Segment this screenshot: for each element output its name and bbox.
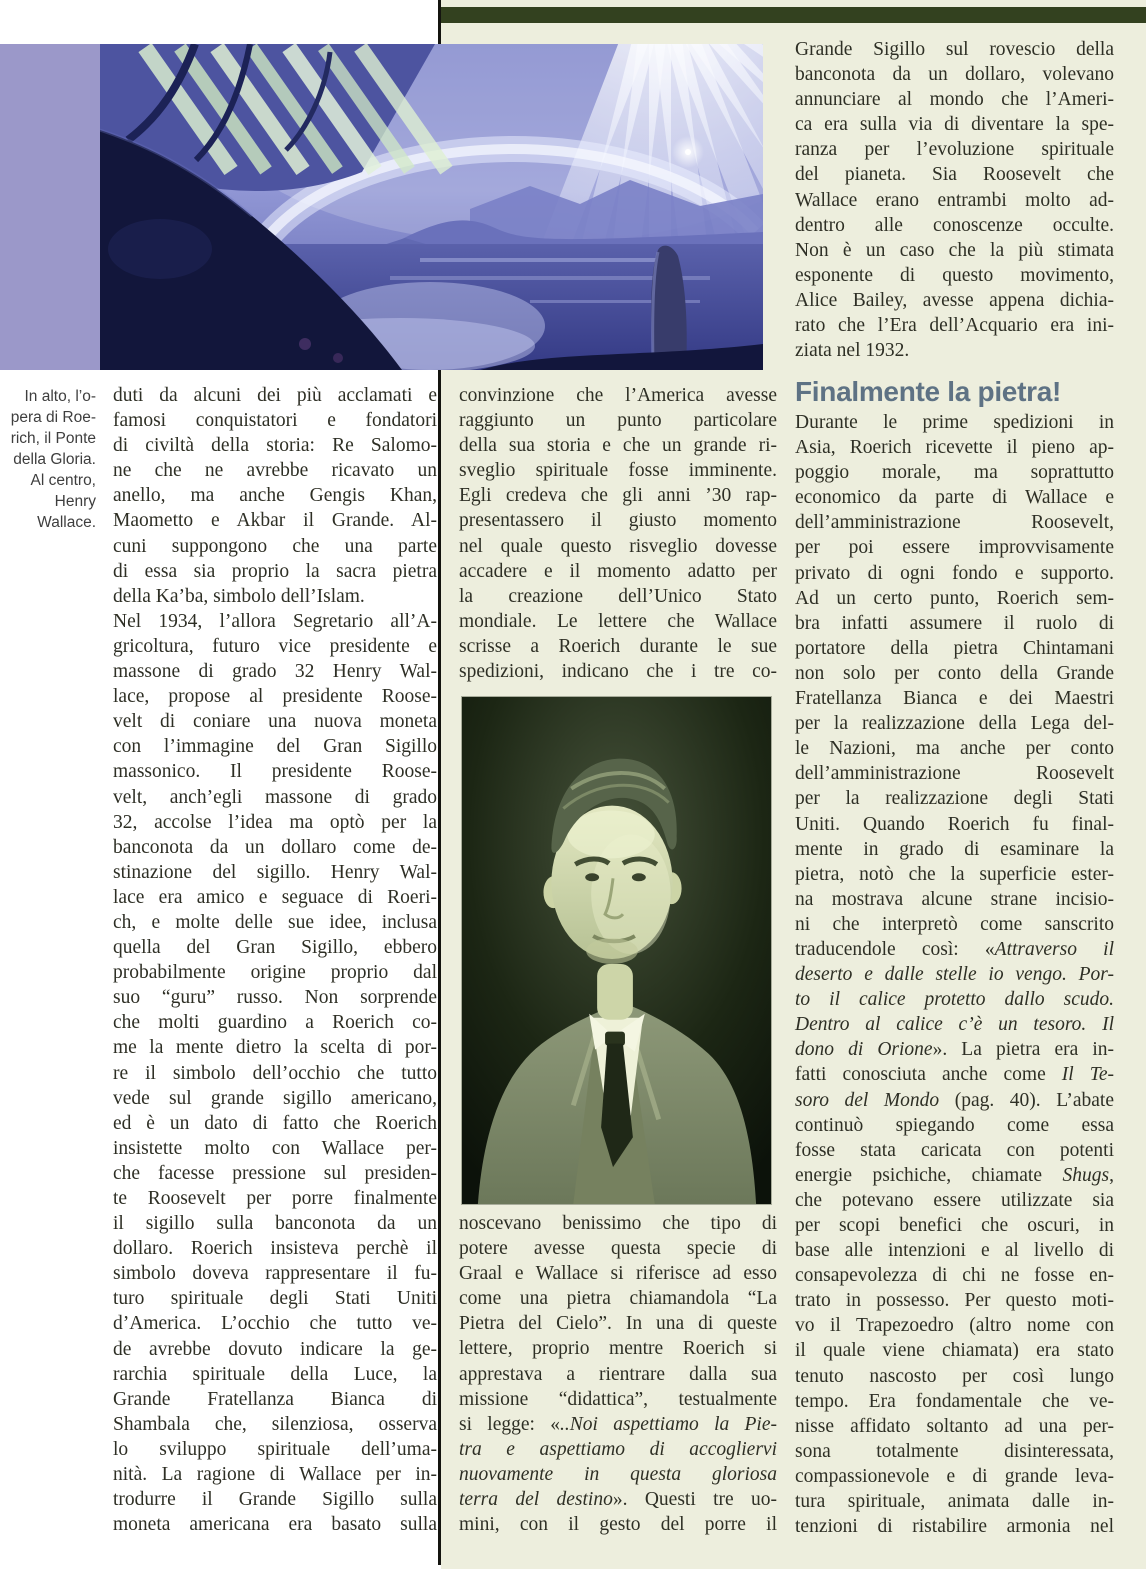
photo-caption	[0, 386, 96, 533]
text-line: Fratellanza Bianca e dei Maestri	[795, 688, 1114, 710]
text-line: Dentro al calice c’è un tesoro. Il	[795, 1014, 1114, 1036]
text-line: che facesse pressione sul presiden-	[113, 1162, 437, 1184]
text-line: nel quale questo risveglio dovesse	[459, 535, 777, 557]
text-line: bra infatti assumere il ruolo di	[795, 612, 1114, 634]
text-line: banconota da un dollaro come de-	[113, 836, 437, 858]
text-line: rato che l’Era dell’Acquario era ini-	[795, 315, 1114, 337]
text-line: trato in possesso. Per questo moti-	[795, 1290, 1114, 1312]
text-line: insistette molto con Wallace per-	[113, 1137, 437, 1159]
text-line: dell’amministrazione Roosevelt	[795, 763, 1114, 785]
text-line: compassionevole e di grande leva-	[795, 1465, 1114, 1487]
text-line: di essa sia proprio la sacra pietra	[113, 560, 437, 582]
text-line: per scopi benefici che oscuri, in	[795, 1215, 1114, 1236]
text-line: Henry	[54, 493, 96, 510]
text-line: lace era amico e seguace di Roeri-	[113, 886, 437, 908]
text-line: nisse affidato soltanto ad una per-	[795, 1415, 1114, 1437]
text-line: spedizioni, indicano che i tre co-	[459, 661, 777, 683]
text-line: per poi essere improvvisamente	[795, 537, 1114, 559]
text-line: tura spirituale, animata dalle in-	[795, 1491, 1114, 1513]
text-line: gricoltura, futuro vice presidente e	[113, 635, 437, 657]
text-line: che potevano essere utilizzate sia	[795, 1189, 1114, 1211]
text-line: della sua storia e che un grande ri-	[459, 435, 777, 457]
top-accent-bar	[441, 7, 1146, 23]
text-line: Maometto e Akbar il Grande. Al-	[113, 510, 437, 532]
text-line: fatti conosciuta anche come Il Te-	[795, 1064, 1114, 1086]
text-line: Ad un certo punto, Roerich sem-	[795, 587, 1114, 609]
text-line: Grande Sigillo sul rovescio della	[795, 39, 1114, 60]
text-column-2-lower	[459, 1211, 777, 1537]
text-line: sveglio spirituale fosse imminente.	[459, 460, 777, 482]
text-line: mini, con il gesto del porre il	[459, 1514, 777, 1536]
text-line: continuò spiegando come essa	[795, 1114, 1114, 1136]
text-line: to il calice protetto dallo scudo.	[795, 989, 1114, 1011]
text-line: Alice Bailey, avesse appena dichia-	[795, 289, 1114, 311]
text-line: il sigillo sulla banconota da un	[113, 1213, 437, 1235]
text-line: mente in grado di esaminare la	[795, 838, 1114, 860]
text-line: pietra, notò che la superficie ester-	[795, 863, 1114, 885]
text-line: banconota da un dollaro, volevano	[795, 64, 1114, 86]
text-line: del pianeta. Sia Roosevelt che	[795, 164, 1114, 186]
text-line: ni che interpretò come sanscrito	[795, 913, 1114, 935]
text-line: accadere e il momento adatto per	[459, 560, 777, 582]
lavender-color-block	[0, 44, 100, 370]
text-line: ch, e molte delle sue idee, inclusa	[113, 911, 437, 933]
text-line: missione “didattica”, testualmente	[459, 1388, 777, 1410]
text-line: me la mente dietro la scelta di por-	[113, 1037, 437, 1059]
text-line: noscevano benissimo che tipo di	[459, 1213, 777, 1234]
text-line: della Gloria.	[13, 451, 96, 468]
text-line: Nel 1934, l’allora Segretario all’A-	[113, 610, 437, 632]
text-line: Al centro,	[30, 472, 96, 489]
text-line: convinzione che l’America avesse	[459, 385, 777, 406]
text-line: di civiltà della storia: Re Salomo-	[113, 435, 437, 457]
text-line: della Ka’ba, simbolo dell’Islam.	[113, 585, 365, 607]
text-line: probabilmente origine proprio dal	[113, 962, 437, 984]
text-line: dono di Orione». La pietra era in-	[795, 1039, 1114, 1061]
text-line: non solo per conto della Grande	[795, 662, 1114, 684]
text-line: rarchia spirituale della Luce, la	[113, 1363, 437, 1385]
text-line: suo “guru” russo. Non sorprende	[113, 987, 437, 1009]
text-line: tenuto nascosto per così lungo	[795, 1365, 1114, 1387]
text-line: nuovamente in questa gloriosa	[459, 1463, 777, 1485]
text-column-3-upper	[795, 37, 1114, 363]
text-line: privato di ogni fondo e supporto.	[795, 562, 1114, 584]
text-column-1	[113, 383, 437, 1537]
text-column-3-body	[795, 410, 1114, 1539]
text-line: lace, propose al presidente Roose-	[113, 686, 437, 708]
text-line: si legge: «..Noi aspettiamo la Pie-	[459, 1413, 777, 1435]
text-line: duti da alcuni dei più acclamati e	[113, 385, 437, 406]
text-line: energie psichiche, chiamate Shugs,	[795, 1164, 1114, 1186]
text-line: Pietra del Cielo”. In una di queste	[459, 1313, 777, 1335]
text-line: lo sviluppo spirituale dell’uma-	[113, 1438, 437, 1460]
text-line: tra e aspettiamo di accogliervi	[459, 1438, 777, 1460]
text-line: re il simbolo dell’occhio che tutto	[113, 1062, 437, 1084]
text-line: velt di coniare una nuova moneta	[113, 711, 437, 733]
text-line: Wallace erano entrambi molto ad-	[795, 189, 1114, 211]
text-line: In alto, l’o-	[24, 388, 96, 405]
text-line: dentro alle conoscenze occulte.	[795, 214, 1114, 236]
text-line: Durante le prime spedizioni in	[795, 412, 1114, 433]
text-line: pera di Roe-	[10, 409, 96, 426]
text-line: vo il Trapezoedro (altro nome con	[795, 1315, 1114, 1337]
text-line: Grande Fratellanza Bianca di	[113, 1388, 437, 1410]
text-line: tenzioni di ristabilire armonia nel	[795, 1516, 1114, 1538]
text-line: simbolo doveva rappresentare il fu-	[113, 1263, 437, 1285]
text-line: scrisse a Roerich durante le sue	[459, 635, 777, 657]
text-line: apprestava a rientrare dalla sua	[459, 1363, 777, 1385]
text-line: turo spirituale degli Stati Uniti	[113, 1288, 437, 1310]
text-line: le Nazioni, ma anche per conto	[795, 738, 1114, 760]
text-line: moneta americana era basato sulla	[113, 1514, 437, 1536]
text-line: ziata nel 1932.	[795, 340, 910, 362]
text-line: portatore della pietra Chintamani	[795, 637, 1114, 659]
text-line: rich, il Ponte	[10, 430, 96, 447]
text-line: famosi conquistatori e fondatori	[113, 410, 437, 432]
text-line: economico da parte di Wallace e	[795, 487, 1114, 509]
text-line: 32, accolse l’idea ma optò per la	[113, 811, 437, 833]
text-line: Asia, Roerich ricevette il pieno ap-	[795, 437, 1114, 459]
text-line: nità. La ragione di Wallace per in-	[113, 1464, 437, 1486]
text-line: presentassero il giusto momento	[459, 510, 777, 532]
text-line: mondiale. Le lettere che Wallace	[459, 610, 777, 632]
star	[685, 149, 691, 155]
text-line: ranza per l’evoluzione spirituale	[795, 139, 1114, 161]
text-line: cuni suppongono che una parte	[113, 535, 437, 557]
text-line: te Roosevelt per porre finalmente	[113, 1188, 437, 1209]
text-line: vede sul grande sigillo americano,	[113, 1087, 437, 1109]
roerich-painting-image	[100, 44, 763, 370]
text-line: deserto e dalle stelle io vengo. Por-	[795, 964, 1114, 986]
text-line: potere avesse questa specie di	[459, 1238, 777, 1260]
text-line: stinazione del sigillo. Henry Wal-	[113, 861, 437, 883]
text-line: poggio morale, ma soprattutto	[795, 462, 1114, 484]
text-line: come una pietra chiamandola “La	[459, 1288, 777, 1310]
text-line: quella del Gran Sigillo, ebbero	[113, 937, 437, 959]
text-line: massonico. Il presidente Roose-	[113, 761, 437, 783]
text-line: de avrebbe dovuto indicare la ge-	[113, 1338, 437, 1360]
text-line: fosse stata caricata con potenti	[795, 1139, 1114, 1161]
section-heading: Finalmente la pietra!	[795, 376, 1061, 407]
text-line: tempo. Era fondamentale che ve-	[795, 1390, 1114, 1412]
text-line: consapevolezza di chi ne fosse en-	[795, 1265, 1114, 1287]
text-line: Non è un caso che la più stimata	[795, 239, 1114, 261]
text-line: Wallace.	[37, 514, 96, 531]
text-line: con l’immagine del Gran Sigillo	[113, 736, 437, 758]
text-line: soro del Mondo (pag. 40). L’abate	[795, 1089, 1114, 1111]
text-line: raggiunto un punto particolare	[459, 410, 777, 432]
text-line: il quale viene chiamata) era stato	[795, 1340, 1114, 1362]
wallace-portrait-art	[462, 697, 771, 1204]
text-line: anello, ma anche Gengis Khan,	[113, 485, 437, 507]
text-line: massone di grado 32 Henry Wal-	[113, 661, 437, 683]
roerich-painting-art	[100, 44, 763, 370]
text-line: base alle intenzioni e al livello di	[795, 1240, 1114, 1262]
text-line: velt, anch’egli massone di grado	[113, 786, 437, 808]
text-line: la creazione dell’Unico Stato	[459, 585, 777, 607]
text-line: trodurre il Grande Sigillo sulla	[113, 1489, 437, 1511]
text-line: terra del destino». Questi tre uo-	[459, 1489, 777, 1511]
text-line: Egli credeva che gli anni ’30 rap-	[459, 485, 777, 507]
text-line: d’America. L’occhio che tutto ve-	[113, 1313, 437, 1335]
text-line: Shambala che, silenziosa, osserva	[113, 1413, 437, 1435]
text-line: per la realizzazione degli Stati	[795, 788, 1114, 810]
text-line: annunciare al mondo che l’Ameri-	[795, 89, 1114, 111]
text-line: lettere, proprio mentre Roerich si	[459, 1338, 777, 1360]
text-line: traducendole così: «Attraverso il	[795, 938, 1114, 960]
wallace-portrait-image	[461, 696, 772, 1205]
text-line: dell’amministrazione Roosevelt,	[795, 512, 1114, 534]
text-line: per la realizzazione della Lega del-	[795, 713, 1114, 735]
text-line: Graal e Wallace si riferisce ad esso	[459, 1263, 777, 1285]
text-line: ca era sulla via di diventare la spe-	[795, 114, 1114, 136]
text-line: che molti guardino a Roerich co-	[113, 1012, 437, 1034]
text-line: na mostrava alcune strane incisio-	[795, 888, 1114, 910]
text-line: ne che ne avrebbe ricavato un	[113, 460, 437, 482]
text-line: sona totalmente disinteressata,	[795, 1440, 1114, 1462]
text-line: Uniti. Quando Roerich fu final-	[795, 813, 1114, 835]
text-line: ed è un dato di fatto che Roerich	[113, 1112, 437, 1134]
text-line: esponente di questo movimento,	[795, 264, 1114, 286]
text-column-2-upper	[459, 383, 777, 684]
text-line: dollaro. Roerich insisteva perchè il	[113, 1238, 437, 1260]
